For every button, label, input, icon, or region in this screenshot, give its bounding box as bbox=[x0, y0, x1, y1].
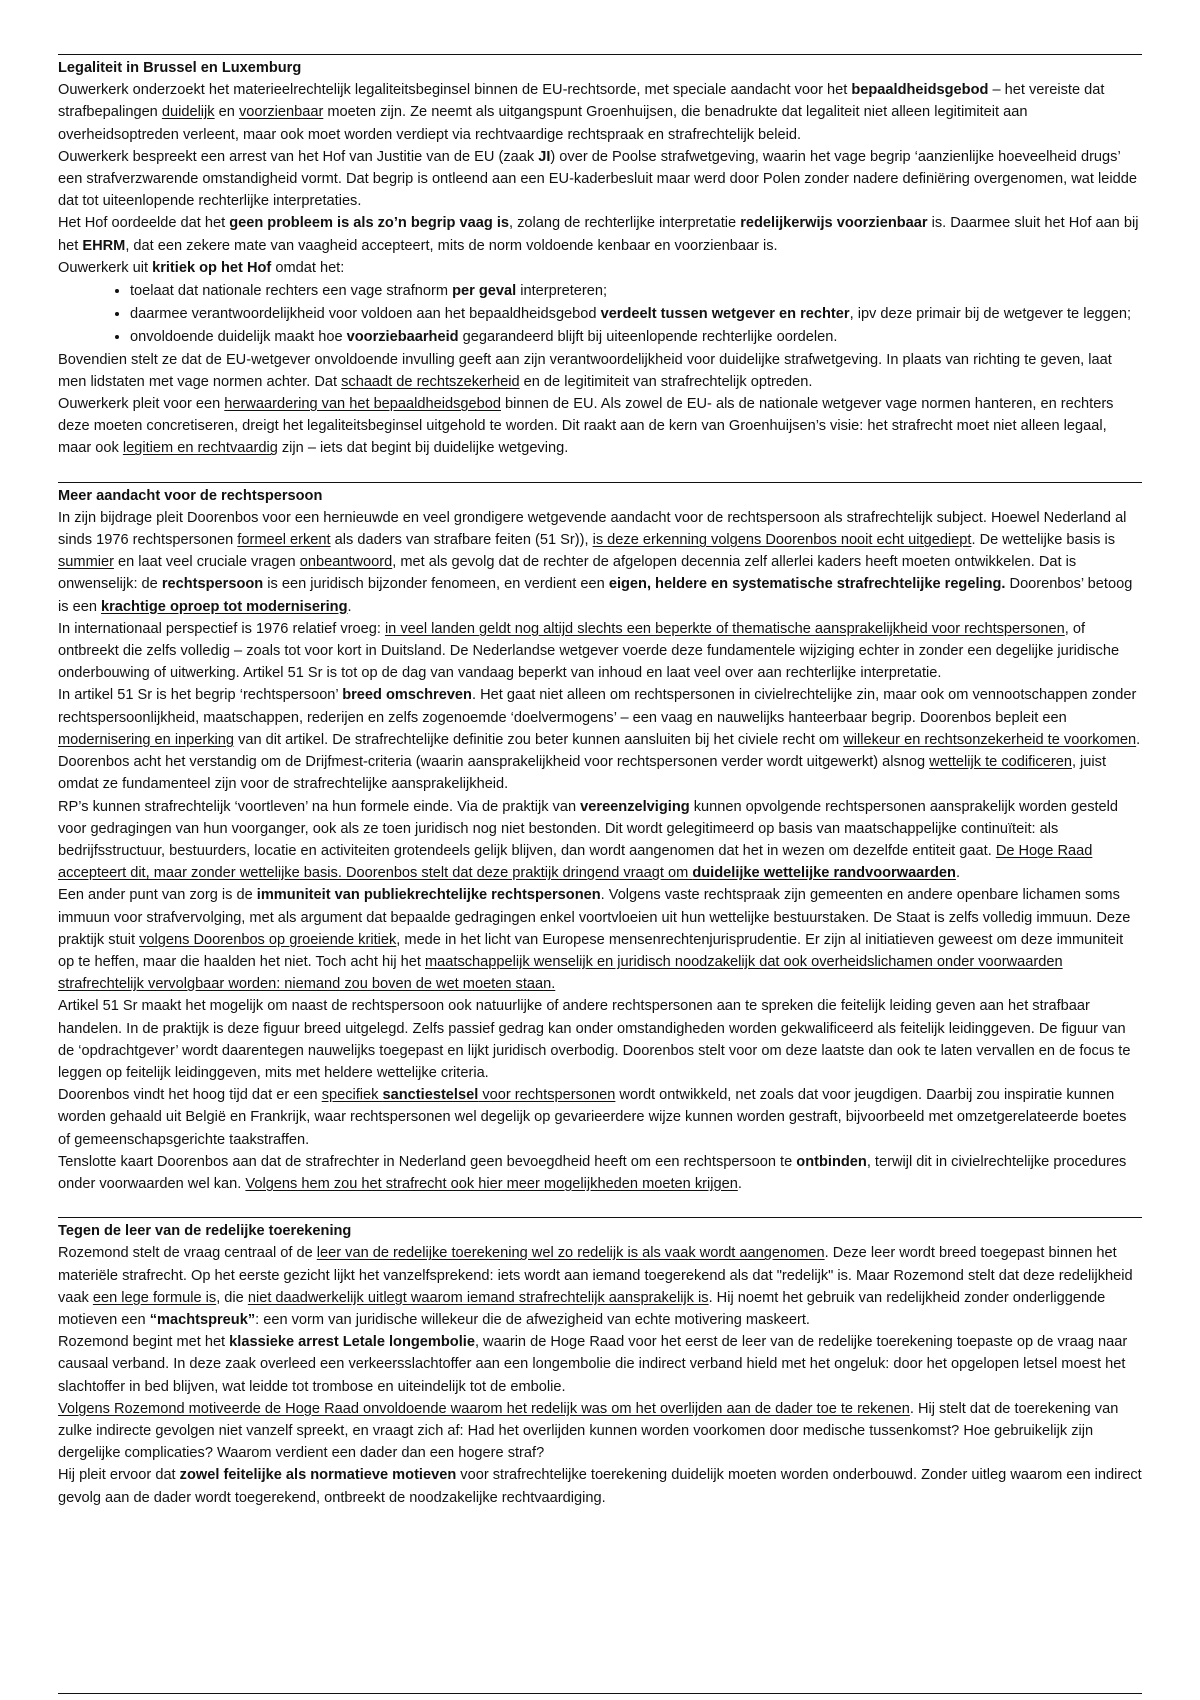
paragraph bbox=[58, 1464, 1142, 1508]
text-run: is een juridisch bijzonder fenomeen, en verdient een bbox=[263, 576, 609, 593]
text-run: In internationaal perspectief is 1976 relatief vroeg: bbox=[58, 620, 385, 637]
text-run: voor strafrechtelijke toerekening duidelijk moeten worden onderbouwd. Zonder uitleg waarom een indirect gevolg aan de dader wordt toegerekend, ontbreekt de noodzakelijke rechtvaardiging. bbox=[58, 1467, 1142, 1506]
text-run: . Deze leer wordt breed toegepast binnen het materiële strafrecht. Op het eerste gezicht lijkt het vanzelfsprekend: iets wordt aan iemand toegerekend als dat "redelijk" is. Maar Rozemond stelt dat deze redelijkheid vaak bbox=[58, 1245, 1133, 1306]
text-run: voorziebaarheid bbox=[346, 329, 459, 346]
list-item bbox=[130, 279, 1142, 302]
paragraph bbox=[58, 212, 1142, 256]
text-run: immuniteit van publiekrechtelijke rechtspersonen bbox=[256, 887, 601, 904]
text-run: binnen de EU. Als zowel de EU- als de nationale wetgever vage normen hanteren, en rechters deze moeten concretiseren, dreigt het legaliteitsbeginsel uitgehold te worden. Dit raakt aan de kern van Groenhuijsen’s visie: het strafrecht moet niet alleen legaal, maar ook bbox=[58, 396, 1114, 457]
text-run: niet daadwerkelijk uitlegt waarom iemand strafrechtelijk aansprakelijk is bbox=[247, 1289, 709, 1306]
text-run: Doorenbos acht het verstandig om de Drijfmest-criteria (waarin aansprakelijkheid voor rechtspersonen verder wordt uitgewerkt) alsnog bbox=[58, 754, 930, 771]
text-run: kunnen opvolgende rechtspersonen aansprakelijk worden gesteld voor gedragingen van hun voorganger, ook als ze toen juridisch nog niet bestonden. Dit wordt gelegitimeerd op basis van maatschappelijke continuïteit: als bedrijfsstructuur, bestuurders, locatie en activiteiten grotendeels gelijk blijven, dan wordt aangenomen dat het in wezen om dezelfde entiteit gaat. bbox=[58, 798, 1119, 859]
text-run: Het Hof oordeelde dat het bbox=[58, 215, 230, 232]
text-run: in veel landen geldt nog altijd slechts een beperkte of thematische aansprakelijkheid voor rechtspersonen bbox=[384, 620, 1065, 637]
text-run: interpreteren; bbox=[516, 283, 608, 300]
paragraph bbox=[58, 684, 1142, 751]
text-run: JI bbox=[538, 148, 551, 165]
text-run: modernisering en inperking bbox=[58, 731, 235, 748]
text-run: krachtige oproep tot modernisering bbox=[101, 598, 348, 615]
paragraph bbox=[58, 1084, 1142, 1151]
text-run: herwaardering van het bepaaldheidsgebod bbox=[224, 396, 501, 413]
text-run: onvoldoende duidelijk maakt hoe bbox=[130, 329, 347, 346]
text-run: In artikel 51 Sr is het begrip ‘rechtspersoon’ bbox=[58, 687, 343, 704]
paragraph bbox=[58, 1242, 1142, 1331]
text-run: . Het gaat niet alleen om rechtspersonen in civielrechtelijke zin, maar ook om vennootschappen zonder rechtspersoonlijkheid, maatschappen, rederijen en zelfs zogenoemde ‘doelvermogens’ – een vaag en nauwelijks hanteerbaar begrip. Doorenbos bepleit een bbox=[58, 687, 1137, 726]
paragraph bbox=[58, 1151, 1142, 1195]
bullet-list bbox=[58, 279, 1142, 349]
text-run: . bbox=[1136, 731, 1141, 748]
text-run: per geval bbox=[452, 283, 517, 300]
paragraph bbox=[58, 618, 1142, 685]
text-run: . bbox=[737, 1175, 742, 1192]
paragraph bbox=[58, 884, 1142, 995]
paragraph bbox=[58, 79, 1142, 146]
text-run: klassieke arrest Letale longembolie bbox=[229, 1334, 475, 1351]
paragraph bbox=[58, 393, 1142, 460]
section-legaliteit bbox=[58, 54, 1142, 460]
text-run: en bbox=[214, 104, 239, 121]
text-run: Ouwerkerk bespreekt een arrest van het Hof van Justitie van de EU (zaak bbox=[58, 148, 539, 165]
text-run: , mede in het licht van Europese mensenrechtenjurisprudentie. Er zijn al initiatieven geweest om deze immuniteit op te heffen, maar die haalden het niet. Toch acht hij het bbox=[58, 931, 1124, 970]
text-run: , juist omdat ze fundamenteel zijn voor de strafrechtelijke aansprakelijkheid. bbox=[58, 754, 1106, 793]
paragraph bbox=[58, 751, 1142, 795]
text-run: Ouwerkerk onderzoekt het materieelrechtelijk legaliteitsbeginsel binnen de EU-rechtsorde, met speciale aandacht voor het bbox=[58, 82, 852, 99]
text-run: onbeantwoord bbox=[299, 554, 393, 571]
paragraph bbox=[58, 507, 1142, 618]
text-run: , of ontbreekt die zelfs volledig – zoals tot voor kort in Duitsland. De Nederlandse wetgever voerde deze fundamentele wijziging echter in zonder een degelijke juridische onderbouwing of uitwerking. Artikel 51 Sr is tot op de dag van vandaag beperkt van inhoud en laat veel over aan rechterlijke interpretatie. bbox=[58, 620, 1120, 682]
text-run: specifiek bbox=[321, 1087, 383, 1104]
text-run: , dat een zekere mate van vaagheid accepteert, mits de norm voldoende kenbaar en voorzienbaar is. bbox=[125, 237, 778, 254]
section-redelijke-toerekening bbox=[58, 1217, 1142, 1509]
text-run: eigen, heldere en systematische strafrechtelijke regeling. bbox=[608, 576, 1006, 593]
text-run: vereenzelviging bbox=[580, 798, 690, 815]
text-run: kritiek op het Hof bbox=[152, 259, 272, 276]
list-item bbox=[130, 325, 1142, 348]
text-run: is. Daarmee sluit het Hof aan bij het bbox=[58, 215, 1139, 254]
text-run: als daders van strafbare feiten (51 Sr)), bbox=[330, 532, 593, 549]
text-run: , met als gevolg dat de rechter de afgelopen decennia zelf allerlei kaders heeft moeten ontwikkelen. Dat is onwenselijk: de bbox=[58, 554, 1077, 593]
paragraph bbox=[58, 995, 1142, 1084]
text-run: voorzienbaar bbox=[238, 104, 324, 121]
text-run: EHRM bbox=[82, 237, 126, 254]
paragraph bbox=[58, 146, 1142, 213]
text-run: gegarandeerd blijft bij uiteenlopende rechterlijke oordelen. bbox=[458, 329, 838, 346]
text-run: omdat het: bbox=[271, 259, 345, 276]
text-run: Ouwerkerk uit bbox=[58, 259, 153, 276]
text-run: voor rechtspersonen bbox=[478, 1087, 616, 1104]
text-run: – het vereiste dat strafbepalingen bbox=[58, 82, 1105, 121]
list-item bbox=[130, 302, 1142, 325]
paragraph bbox=[58, 796, 1142, 885]
text-run: Ouwerkerk pleit voor een bbox=[58, 396, 225, 413]
text-run: wordt ontwikkeld, net zoals dat voor jeugdigen. Daarbij zou inspiratie kunnen worden gehaald uit België en Frankrijk, waar rechtspersonen wel degelijk op gevarieerdere wijze kunnen worden gestraft, bijvoorbeeld met omzetgerelateerde boetes of gemeenschapsgerichte taakstraffen. bbox=[58, 1087, 1127, 1148]
text-run: verdeelt tussen wetgever en rechter bbox=[600, 306, 850, 323]
text-run: summier bbox=[58, 554, 114, 571]
text-run: RP’s kunnen strafrechtelijk ‘voortleven’ na hun formele einde. Via de praktijk van bbox=[58, 798, 581, 815]
text-run: redelijkerwijs voorzienbaar bbox=[740, 215, 928, 232]
text-run: zijn – iets dat begint bij duidelijke wetgeving. bbox=[277, 440, 569, 457]
text-run: duidelijk bbox=[161, 104, 215, 121]
section-rechtspersoon bbox=[58, 482, 1142, 1196]
text-run: Bovendien stelt ze dat de EU-wetgever onvoldoende invulling geeft aan zijn verantwoordelijkheid voor duidelijke strafwetgeving. In plaats van richting te geven, laat men lidstaten met vage normen achter. Dat bbox=[58, 351, 1112, 390]
text-run: Volgens Rozemond motiveerde de Hoge Raad onvoldoende waarom het redelijk was om het overlijden aan de dader toe te rekenen bbox=[58, 1400, 910, 1417]
text-run: legitiem en rechtvaardig bbox=[122, 440, 278, 457]
section-heading: Meer aandacht voor de rechtspersoon bbox=[58, 487, 323, 504]
text-run: sanctiestelsel bbox=[382, 1087, 479, 1104]
text-run: ) over de Poolse strafwetgeving, waarin het vage begrip ‘aanzienlijke hoeveelheid drugs’ een strafverzwarende omstandigheid vormt. Dat begrip is ontleend aan een EU-kaderbesluit maar werd door Polen zonder nadere definiëring overgenomen, wat leidde dat tot uiteenlopende rechterlijke interpretaties. bbox=[58, 148, 1137, 210]
section-heading: Tegen de leer van de redelijke toerekening bbox=[58, 1223, 352, 1240]
text-run: van dit artikel. De strafrechtelijke definitie zou beter kunnen aansluiten bij het civiele recht om bbox=[234, 731, 844, 748]
text-run: leer van de redelijke toerekening wel zo redelijk is als vaak wordt aangenomen bbox=[316, 1245, 825, 1262]
paragraph bbox=[58, 349, 1142, 393]
text-run: willekeur en rechtsonzekerheid te voorkomen bbox=[843, 731, 1137, 748]
text-run: “machtspreuk” bbox=[149, 1311, 256, 1328]
paragraph bbox=[58, 1398, 1142, 1465]
text-run: toelaat dat nationale rechters een vage strafnorm bbox=[130, 283, 453, 300]
document-page bbox=[58, 54, 1142, 1509]
text-run: volgens Doorenbos op groeiende kritiek bbox=[139, 931, 397, 948]
text-run: Hij pleit ervoor dat bbox=[58, 1467, 180, 1484]
text-run: . De wettelijke basis is bbox=[971, 532, 1116, 549]
text-run: een lege formule is bbox=[92, 1289, 217, 1306]
text-run: is deze erkenning volgens Doorenbos nooit echt uitgediept bbox=[592, 532, 972, 549]
text-run: zowel feitelijke als normatieve motieven bbox=[179, 1467, 457, 1484]
text-run: In zijn bijdrage pleit Doorenbos voor een hernieuwde en veel grondigere wetgevende aandacht voor de rechtspersoon als strafrechtelijk subject. Hoewel Nederland al sinds 1976 rechtspersonen bbox=[58, 509, 1127, 549]
text-run: schaadt de rechtszekerheid bbox=[341, 373, 520, 390]
text-run: moeten zijn. Ze neemt als uitgangspunt Groenhuijsen, die benadrukte dat legaliteit niet alleen legitimiteit aan overheidsoptreden verleent, maar ook moet worden verdiept via rechtvaardige rechtspraak en strafrechtelijk beleid. bbox=[58, 104, 1028, 143]
text-run: . Hij noemt het gebruik van redelijkheid zonder onderliggende motieven een bbox=[58, 1289, 1106, 1328]
text-run: . Hij stelt dat de toerekening van zulke indirecte gevolgen niet vanzelf spreekt, en vraagt zich af: Had het overlijden kunnen worden voorkomen door medische tussenkomst? Hoe gebruikelijk zijn dergelijke complicaties? Waarom verdient een dader dan een hogere straf? bbox=[58, 1400, 1119, 1462]
text-run: , terwijl dit in civielrechtelijke procedures onder voorwaarden wel kan. bbox=[58, 1153, 1127, 1192]
text-run: Tenslotte kaart Doorenbos aan dat de strafrechter in Nederland geen bevoegdheid heeft om een rechtspersoon te bbox=[58, 1153, 797, 1170]
text-run: duidelijke wettelijke randvoorwaarden bbox=[692, 865, 956, 882]
text-run: en de legitimiteit van strafrechtelijk optreden. bbox=[519, 373, 813, 390]
text-run: ontbinden bbox=[796, 1153, 867, 1170]
text-run: Een ander punt van zorg is de bbox=[58, 887, 257, 904]
text-run: geen probleem is als zo’n begrip vaag is bbox=[229, 215, 509, 232]
text-run: wettelijk te codificeren bbox=[929, 754, 1072, 771]
text-run: , zolang de rechterlijke interpretatie bbox=[508, 215, 741, 232]
paragraph bbox=[58, 1331, 1142, 1398]
text-run: en laat veel cruciale vragen bbox=[113, 554, 300, 571]
text-run: Volgens hem zou het strafrecht ook hier meer mogelijkheden moeten krijgen bbox=[245, 1175, 738, 1192]
text-run: Artikel 51 Sr maakt het mogelijk om naast de rechtspersoon ook natuurlijke of andere rechtspersonen aan te spreken die feitelijk leiding geven aan het strafbaar handelen. In de praktijk is deze figuur breed uitgelegd. Zelfs passief gedrag kan onder omstandigheden worden gekwalificeerd als feitelijk leidinggeven. De figuur van de ‘opdrachtgever’ wordt daarentegen nauwelijks toegepast en lijkt juridisch overbodig. Doorenbos stelt voor om deze laatste dan ook te laten vervallen en de focus te leggen op feitelijk leidinggeven, mits met heldere wettelijke criteria. bbox=[58, 998, 1131, 1081]
text-run: Rozemond begint met het bbox=[58, 1334, 230, 1351]
text-run: : een vorm van juridische willekeur die de afwezigheid van echte motivering maskeert. bbox=[255, 1311, 810, 1328]
text-run: , ipv deze primair bij de wetgever te leggen; bbox=[849, 306, 1132, 323]
text-run: breed omschreven bbox=[342, 687, 472, 704]
text-run: De Hoge Raad accepteert dit, maar zonder wettelijke basis. Doorenbos stelt dat deze praktijk dringend vraagt om bbox=[58, 842, 1093, 882]
text-run: daarmee verantwoordelijkheid voor voldoen aan het bepaaldheidsgebod bbox=[130, 306, 601, 323]
text-run: Rozemond stelt de vraag centraal of de bbox=[58, 1245, 317, 1262]
text-run: . bbox=[347, 598, 352, 615]
section-heading: Legaliteit in Brussel en Luxemburg bbox=[58, 60, 302, 76]
text-run: Doorenbos’ betoog is een bbox=[58, 576, 1133, 615]
text-run: maatschappelijk wenselijk en juridisch noodzakelijk dat ook overheidslichamen onder voorwaarden strafrechtelijk vervolgbaar worden: niemand zou boven de wet moeten staan. bbox=[58, 953, 1063, 993]
text-run: bepaaldheidsgebod bbox=[851, 82, 989, 99]
text-run: . Volgens vaste rechtspraak zijn gemeenten en andere openbare lichamen soms immuun voor strafvervolging, met als argument dat bepaalde gedragingen enkel voortvloeien uit hun wettelijke bestuurstaken. De Staat is zelfs volledig immuun. Deze praktijk stuit bbox=[58, 887, 1131, 948]
page-bottom-rule bbox=[58, 1693, 1142, 1694]
text-run: Doorenbos vindt het hoog tijd dat er een bbox=[58, 1087, 322, 1104]
text-run: , die bbox=[216, 1289, 248, 1306]
text-run: , waarin de Hoge Raad voor het eerst de leer van de redelijke toerekening toepaste op de vraag naar causaal verband. In deze zaak overleed een verkeersslachtoffer aan een longembolie die indirect verband hield met het ongeluk: door het opgelopen letsel moest het slachtoffer in bed blijven, wat leidde tot trombose en uiteindelijk tot de embolie. bbox=[58, 1334, 1128, 1395]
text-run: formeel erkent bbox=[237, 532, 331, 549]
text-run: . bbox=[955, 865, 960, 882]
text-run: rechtspersoon bbox=[161, 576, 264, 593]
paragraph bbox=[58, 257, 1142, 279]
